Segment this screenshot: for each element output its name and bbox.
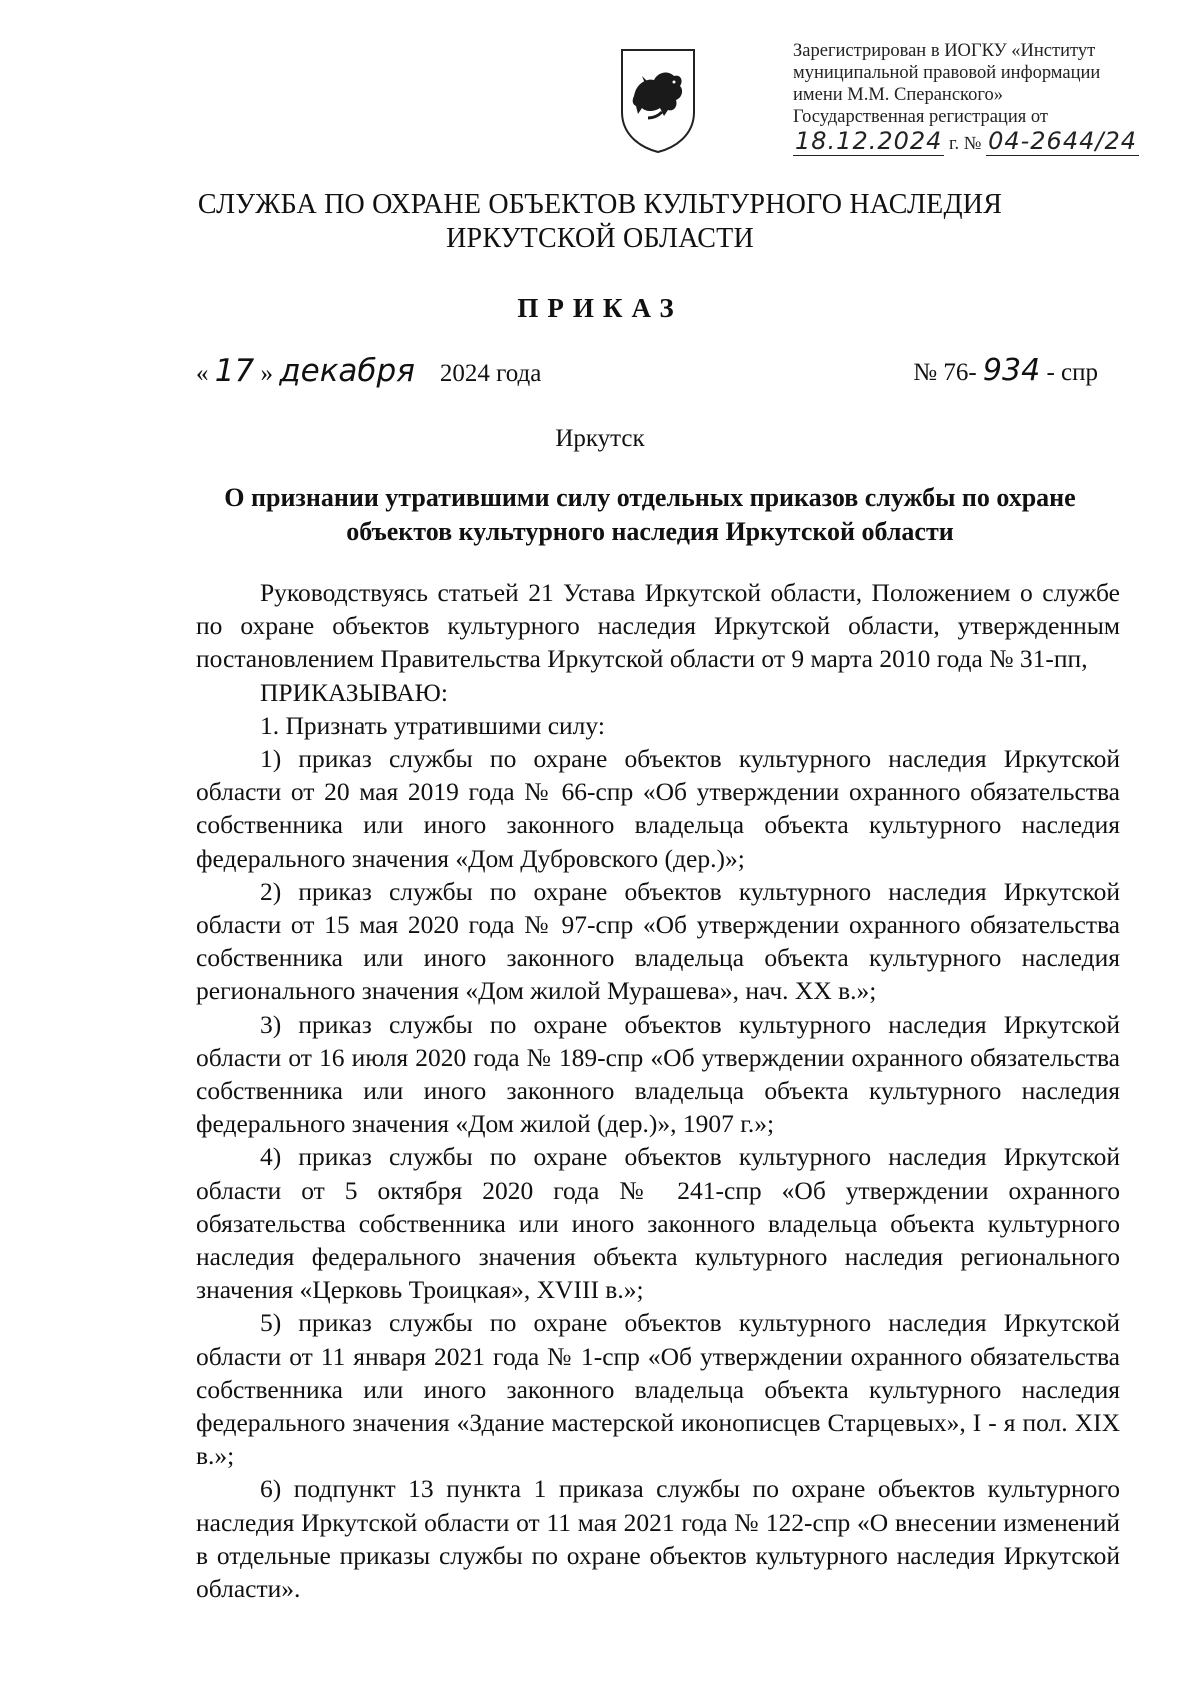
order-date <box>196 353 541 389</box>
registration-line: имени М.М. Сперанского» <box>793 85 1003 105</box>
registration-g-no: г. № <box>949 134 982 154</box>
body-subitem: 5) приказ службы по охране объектов культурного наследия Иркутской области от 11 января 2021 года № 1-спр «Об утверждении охранного обязательства собственника или иного законного владельца объекта культурного наследия федерального значения «Здание мастерской иконописцев Старцевых», I - я пол. XIX в.»; <box>196 1308 1120 1471</box>
date-open-quote: « <box>196 360 209 387</box>
number-suffix: - спр <box>1046 359 1098 386</box>
body-subitem: 3) приказ службы по охране объектов культурного наследия Иркутской области от 16 июля 2020 года № 189-спр «Об утверждении охранного обязательства собственника или иного законного владельца объекта культурного наследия федерального значения «Дом жилой (дер.)», 1907 г.»; <box>196 1009 1120 1139</box>
body-subitem: 2) приказ службы по охране объектов культурного наследия Иркутской области от 15 мая 2020 года № 97-спр «Об утверждении охранного обязательства собственника или иного законного владельца объекта культурного наследия регионального значения «Дом жилой Мурашева», нач. XX в.»; <box>196 876 1120 1006</box>
registration-line: Государственная регистрация от <box>793 107 1048 127</box>
date-month: декабря <box>279 353 415 389</box>
registration-line: муниципальной правовой информации <box>793 63 1101 83</box>
registration-stamp <box>793 40 1173 155</box>
order-subject: О признании утратившими силу отдельных приказов службы по охране объектов культурного наследия Иркутской области <box>224 483 1076 546</box>
registration-date: 18.12.2024 <box>795 127 943 155</box>
date-year: 2024 года <box>439 360 542 387</box>
city: Иркутск <box>555 425 645 452</box>
number-prefix: № 76- <box>913 359 977 386</box>
order-title: ПРИКАЗ <box>517 293 683 323</box>
number-handwritten: 934 <box>982 353 1041 388</box>
date-close-quote: » <box>260 360 273 387</box>
agency-line-2: ИРКУТСКОЙ ОБЛАСТИ <box>446 223 754 254</box>
body-subitem: 6) подпункт 13 пункта 1 приказа службы по охране объектов культурного наследия Иркутской области от 11 мая 2021 года № 122-спр «О внесении изменений в отдельные приказы службы по охране объектов культурного наследия Иркутской области». <box>196 1474 1120 1604</box>
body-order-word: ПРИКАЗЫВАЮ: <box>260 677 448 707</box>
registration-number-line <box>793 128 1173 155</box>
coat-of-arms-icon <box>618 46 698 154</box>
body-subitem: 1) приказ службы по охране объектов культурного наследия Иркутской области от 20 мая 2019 года № 66-спр «Об утверждении охранного обязательства собственника или иного законного владельца объекта культурного наследия федерального значения «Дом Дубровского (дер.)»; <box>196 744 1120 873</box>
registration-line: Зарегистрирован в ИОГКУ «Институт <box>793 41 1096 61</box>
agency-line-1: СЛУЖБА ПО ОХРАНЕ ОБЪЕКТОВ КУЛЬТУРНОГО НАСЛЕДИЯ <box>197 189 1003 220</box>
registration-number: 04-2644/24 <box>988 127 1137 155</box>
body-subitem: 4) приказ службы по охране объектов культурного наследия Иркутской области от 5 октября 2020 года № 241-спр «Об утверждении охранного обязательства собственника или иного законного владельца объекта культурного наследия федерального значения объекта культурного наследия регионального значения «Церковь Троицкая», XVIII в.»; <box>196 1142 1120 1305</box>
agency-name <box>0 188 1200 256</box>
date-day: 17 <box>214 353 255 389</box>
body-item-1: 1. Признать утратившими силу: <box>260 710 605 740</box>
order-number <box>913 353 1098 388</box>
order-body <box>196 576 1120 1605</box>
body-intro: Руководствуясь статьей 21 Устава Иркутской области, Положением о службе по охране объектов культурного наследия Иркутской области, утвержденным постановлением Правительства Иркутской области от 9 марта 2010 года № 31-пп, <box>196 578 1120 674</box>
